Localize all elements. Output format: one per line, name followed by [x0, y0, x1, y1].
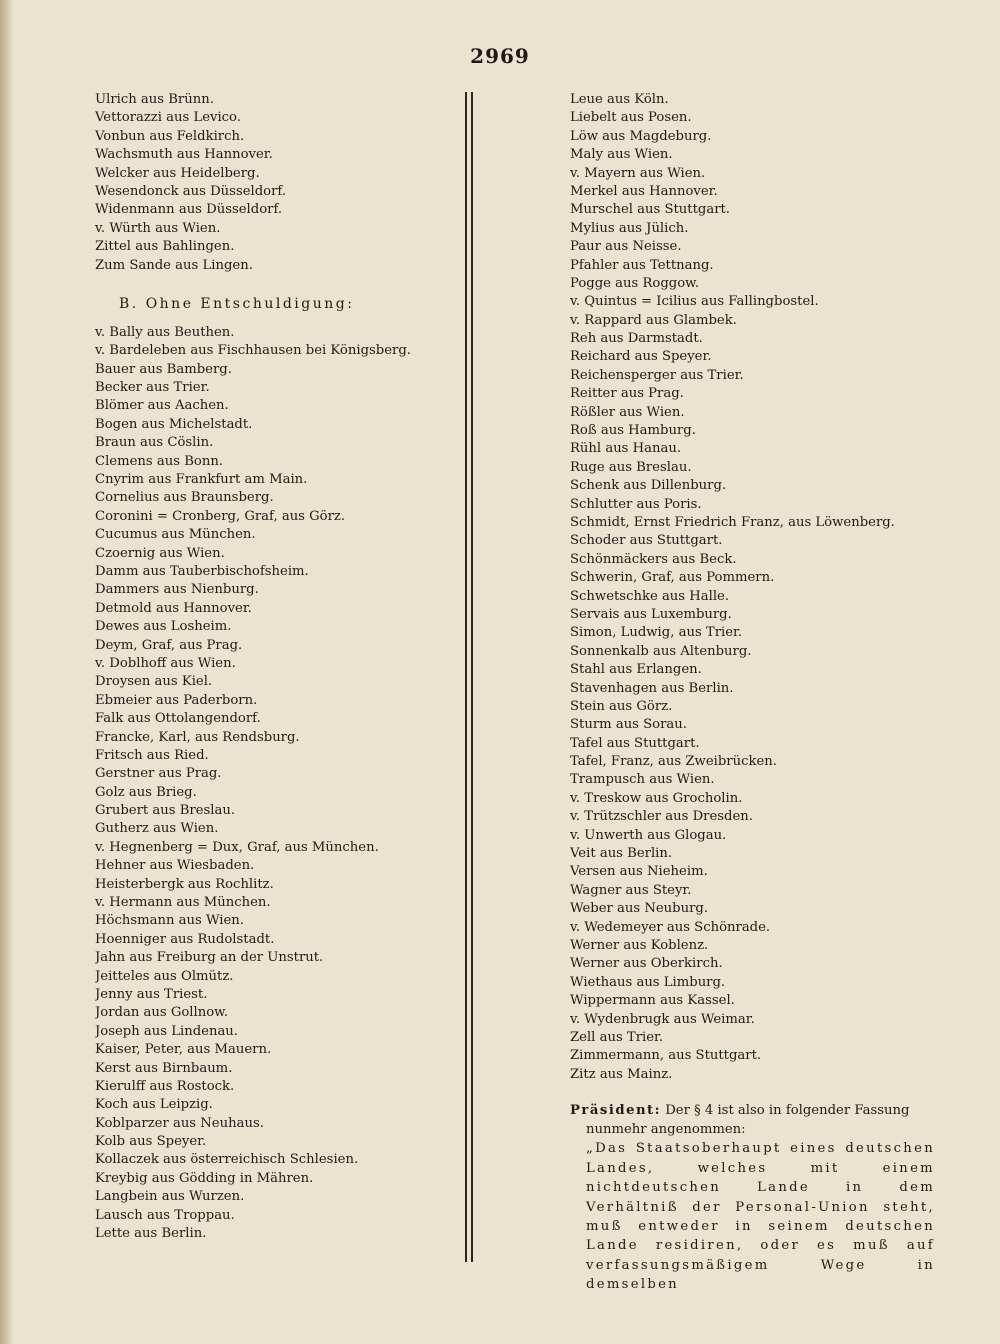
- list-item: Schoder aus Stuttgart.: [570, 533, 723, 549]
- list-item: Tafel, Franz, aus Zweibrücken.: [570, 754, 777, 770]
- list-item: Welcker aus Heidelberg.: [95, 165, 260, 181]
- list-item: Koch aus Leipzig.: [95, 1097, 213, 1113]
- list-item: Francke, Karl, aus Rendsburg.: [95, 729, 300, 745]
- list-item: Leue aus Köln.: [570, 92, 669, 107]
- list-item: Ebmeier aus Paderborn.: [95, 692, 258, 708]
- list-item: Bogen aus Michelstadt.: [95, 416, 253, 432]
- list-item: Stavenhagen aus Berlin.: [570, 680, 734, 696]
- list-item: Zitz aus Mainz.: [570, 1066, 673, 1082]
- list-item: Lette aus Berlin.: [95, 1226, 207, 1242]
- list-item: Damm aus Tauberbischofsheim.: [95, 563, 309, 579]
- list-item: Zittel aus Bahlingen.: [95, 239, 235, 255]
- section-heading-unexcused: B. Ohne Entschuldigung:: [119, 295, 355, 312]
- list-item: v. Würth aus Wien.: [95, 220, 221, 236]
- list-item: Merkel aus Hannover.: [570, 183, 718, 199]
- president-speaker: Präsident:: [570, 1103, 662, 1119]
- list-item: Werner aus Koblenz.: [570, 937, 709, 953]
- list-item: Dewes aus Losheim.: [95, 619, 232, 635]
- list-item: Reh aus Darmstadt.: [570, 331, 703, 347]
- list-item: Cnyrim aus Frankfurt am Main.: [95, 472, 308, 488]
- list-item: v. Unwerth aus Glogau.: [570, 827, 727, 843]
- list-item: v. Hermann aus München.: [95, 895, 271, 911]
- list-item: v. Trützschler aus Dresden.: [570, 809, 753, 825]
- list-item: Wiethaus aus Limburg.: [570, 974, 726, 990]
- list-item: v. Treskow aus Grocholin.: [570, 790, 743, 806]
- list-item: Reitter aus Prag.: [570, 386, 684, 402]
- list-item: Kollaczek aus österreichisch Schlesien.: [95, 1152, 359, 1168]
- list-item: Schwetschke aus Halle.: [570, 588, 730, 604]
- page-edge-shadow: [0, 0, 14, 1344]
- list-item: Jeitteles aus Olmütz.: [95, 968, 234, 984]
- list-item: Hoenniger aus Rudolstadt.: [95, 931, 275, 947]
- list-item: Rühl aus Hanau.: [570, 441, 682, 457]
- list-item: Ulrich aus Brünn.: [95, 92, 214, 107]
- left-column: [95, 91, 455, 1243]
- list-item: Pfahler aus Tettnang.: [570, 257, 714, 273]
- list-item: v. Mayern aus Wien.: [570, 165, 706, 181]
- list-item: v. Rappard aus Glambek.: [570, 312, 737, 328]
- list-item: Kaiser, Peter, aus Mauern.: [95, 1042, 272, 1058]
- president-statement: [570, 1102, 935, 1294]
- list-item: Coronini = Cronberg, Graf, aus Görz.: [95, 508, 346, 524]
- list-item: Mylius aus Jülich.: [570, 220, 689, 236]
- list-item: Tafel aus Stuttgart.: [570, 735, 700, 751]
- list-item: v. Hegnenberg = Dux, Graf, aus München.: [95, 839, 379, 855]
- list-item: Liebelt aus Posen.: [570, 110, 692, 126]
- list-item: Langbein aus Wurzen.: [95, 1189, 245, 1205]
- list-item: Cucumus aus München.: [95, 527, 256, 543]
- list-item: Kolb aus Speyer.: [95, 1134, 207, 1150]
- list-item: Werner aus Oberkirch.: [570, 956, 723, 972]
- list-item: Falk aus Ottolangendorf.: [95, 711, 261, 727]
- list-item: Stahl aus Erlangen.: [570, 662, 702, 678]
- list-item: Deym, Graf, aus Prag.: [95, 637, 243, 653]
- list-item: Servais aus Luxemburg.: [570, 606, 732, 622]
- list-item: Schmidt, Ernst Friedrich Franz, aus Löwenberg.: [570, 514, 895, 530]
- list-item: Heisterbergk aus Rochlitz.: [95, 876, 274, 892]
- president-quote: „Das Staatsoberhaupt eines deutschen Landes, welches mit einem nichtdeutschen Lande in dem Verhältniß der Personal-Union steht, muß entweder in seinem deutschen Lande residiren, oder es muß auf verfassungsmäßigem Wege in demselben: [586, 1141, 935, 1293]
- list-item: Veit aus Berlin.: [570, 846, 673, 862]
- list-item: Stein aus Görz.: [570, 698, 673, 714]
- list-item: Roß aus Hamburg.: [570, 423, 696, 439]
- column-divider: [465, 92, 473, 1262]
- list-item: Wesendonck aus Düsseldorf.: [95, 183, 287, 199]
- list-item: Rößler aus Wien.: [570, 404, 685, 420]
- list-item: Czoernig aus Wien.: [95, 545, 225, 561]
- list-item: Zell aus Trier.: [570, 1029, 664, 1045]
- list-item: Blömer aus Aachen.: [95, 398, 229, 414]
- list-item: Kierulff aus Rostock.: [95, 1078, 235, 1094]
- list-item: Löw aus Magdeburg.: [570, 128, 712, 144]
- page-number: 2969: [470, 44, 530, 68]
- list-item: Schlutter aus Poris.: [570, 496, 702, 512]
- list-item: Versen aus Nieheim.: [570, 864, 708, 880]
- list-item: v. Bardeleben aus Fischhausen bei Königsberg.: [95, 343, 411, 359]
- list-item: Sonnenkalb aus Altenburg.: [570, 643, 752, 659]
- list-item: Vettorazzi aus Levico.: [95, 110, 241, 126]
- president-text: Der § 4 ist also in folgender Fassung nunmehr angenommen:: [586, 1103, 910, 1137]
- list-item: Wippermann aus Kassel.: [570, 993, 735, 1009]
- list-item: Kerst aus Birnbaum.: [95, 1060, 233, 1076]
- list-item: Becker aus Trier.: [95, 380, 210, 396]
- list-item: Jenny aus Triest.: [95, 986, 208, 1002]
- list-item: Golz aus Brieg.: [95, 784, 197, 800]
- list-item: Bauer aus Bamberg.: [95, 361, 232, 377]
- list-item: Detmold aus Hannover.: [95, 600, 252, 616]
- list-item: Vonbun aus Feldkirch.: [95, 128, 245, 144]
- list-item: Schwerin, Graf, aus Pommern.: [570, 570, 775, 586]
- list-item: Reichensperger aus Trier.: [570, 367, 744, 383]
- list-item: Grubert aus Breslau.: [95, 803, 236, 819]
- list-item: v. Quintus = Icilius aus Fallingbostel.: [570, 294, 819, 310]
- list-item: v. Bally aus Beuthen.: [95, 324, 235, 340]
- right-column: [570, 91, 935, 1295]
- list-item: Koblparzer aus Neuhaus.: [95, 1115, 264, 1131]
- list-item: Schönmäckers aus Beck.: [570, 551, 737, 567]
- list-item: Cornelius aus Braunsberg.: [95, 490, 274, 506]
- list-item: Wagner aus Steyr.: [570, 882, 692, 898]
- list-item: Zimmermann, aus Stuttgart.: [570, 1048, 762, 1064]
- list-item: Widenmann aus Düsseldorf.: [95, 202, 283, 218]
- list-item: Simon, Ludwig, aus Trier.: [570, 625, 743, 641]
- list-item: Gutherz aus Wien.: [95, 821, 219, 837]
- list-item: Sturm aus Sorau.: [570, 717, 687, 733]
- list-item: Wachsmuth aus Hannover.: [95, 147, 273, 163]
- unexcused-list-continued: [570, 91, 935, 1084]
- list-item: v. Wydenbrugk aus Weimar.: [570, 1011, 755, 1027]
- list-item: Schenk aus Dillenburg.: [570, 478, 727, 494]
- list-item: Joseph aus Lindenau.: [95, 1023, 238, 1039]
- list-item: Jahn aus Freiburg an der Unstrut.: [95, 950, 324, 966]
- list-item: v. Wedemeyer aus Schönrade.: [570, 919, 771, 935]
- list-item: Maly aus Wien.: [570, 147, 673, 163]
- list-item: v. Doblhoff aus Wien.: [95, 655, 236, 671]
- list-item: Paur aus Neisse.: [570, 239, 682, 255]
- list-item: Lausch aus Troppau.: [95, 1207, 235, 1223]
- list-item: Reichard aus Speyer.: [570, 349, 712, 365]
- list-item: Jordan aus Gollnow.: [95, 1005, 229, 1021]
- list-item: Murschel aus Stuttgart.: [570, 202, 731, 218]
- list-item: Fritsch aus Ried.: [95, 747, 209, 763]
- list-item: Ruge aus Breslau.: [570, 459, 692, 475]
- unexcused-list: [95, 324, 455, 1244]
- list-item: Weber aus Neuburg.: [570, 901, 709, 917]
- list-item: Hehner aus Wiesbaden.: [95, 858, 255, 874]
- list-item: Braun aus Cöslin.: [95, 435, 214, 451]
- list-item: Höchsmann aus Wien.: [95, 913, 244, 929]
- list-item: Dammers aus Nienburg.: [95, 582, 259, 598]
- list-item: Pogge aus Roggow.: [570, 275, 700, 291]
- list-item: Trampusch aus Wien.: [570, 772, 715, 788]
- list-item: Droysen aus Kiel.: [95, 674, 213, 690]
- list-item: Clemens aus Bonn.: [95, 453, 223, 469]
- list-item: Kreybig aus Gödding in Mähren.: [95, 1170, 314, 1186]
- list-item: Gerstner aus Prag.: [95, 766, 222, 782]
- excused-list: [95, 91, 455, 275]
- list-item: Zum Sande aus Lingen.: [95, 257, 253, 273]
